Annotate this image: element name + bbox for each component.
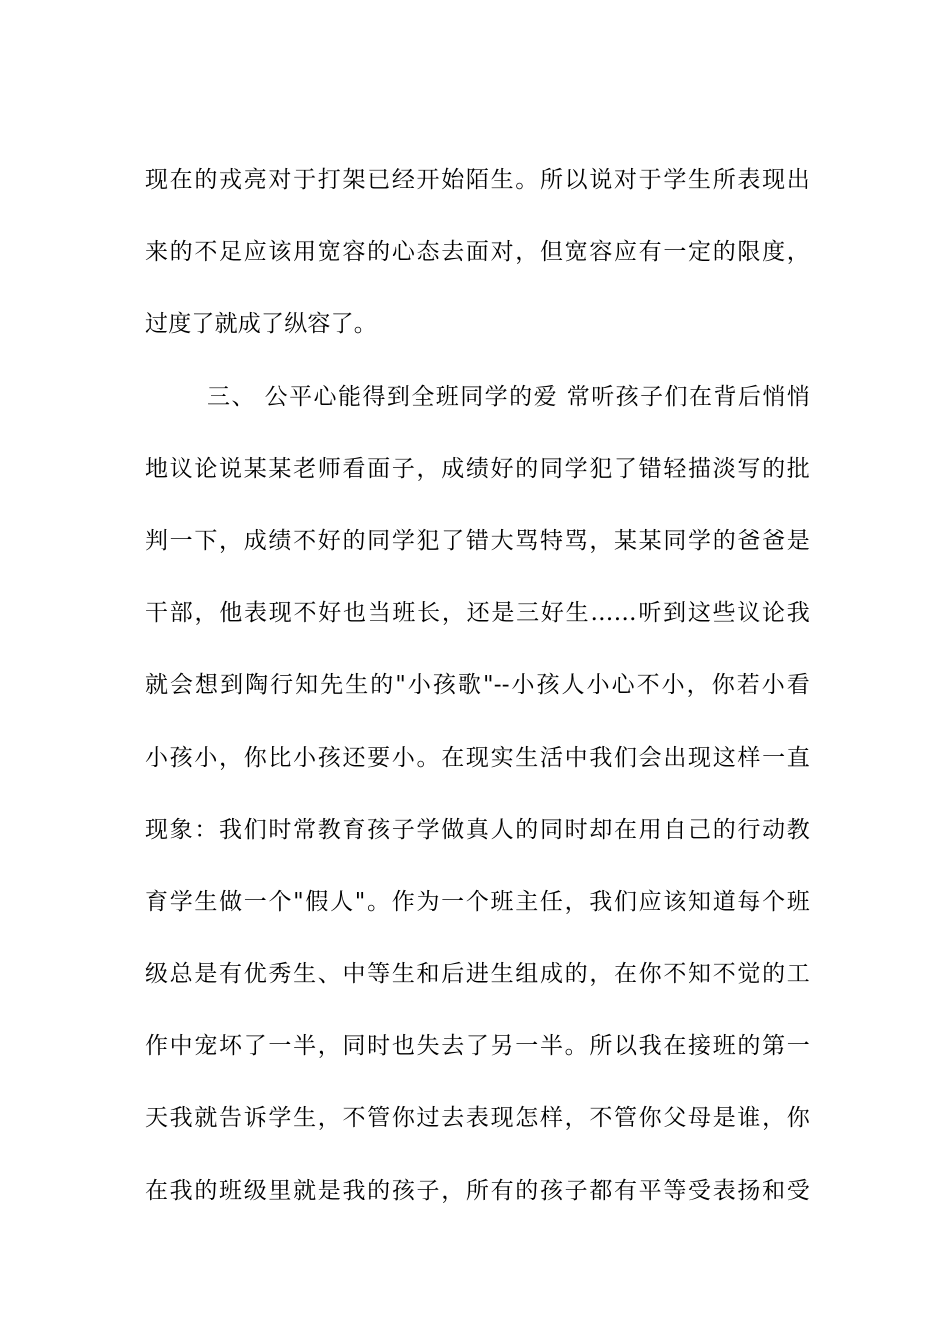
text-line: 育学生做一个"假人"。作为一个班主任，我们应该知道每个班 xyxy=(145,888,810,915)
text-line: 级总是有优秀生、中等生和后进生组成的，在你不知不觉的工 xyxy=(145,961,810,988)
text-line: 小孩小，你比小孩还要小。在现实生活中我们会出现这样一直 xyxy=(145,744,810,771)
text-line: 过度了就成了纵容了。 xyxy=(145,311,377,338)
section-heading-line: 三、 公平心能得到全班同学的爱 常听孩子们在背后悄悄 xyxy=(207,383,810,410)
text-line: 就会想到陶行知先生的"小孩歌"--小孩人小心不小，你若小看 xyxy=(145,672,810,699)
text-line: 判一下，成绩不好的同学犯了错大骂特骂，某某同学的爸爸是 xyxy=(145,527,810,554)
text-line: 现象：我们时常教育孩子学做真人的同时却在用自己的行动教 xyxy=(145,816,810,843)
text-line: 干部，他表现不好也当班长，还是三好生……听到这些议论我 xyxy=(145,600,810,627)
text-line: 地议论说某某老师看面子，成绩好的同学犯了错轻描淡写的批 xyxy=(145,455,810,482)
text-line: 现在的戎亮对于打架已经开始陌生。所以说对于学生所表现出 xyxy=(145,167,810,193)
text-line: 来的不足应该用宽容的心态去面对，但宽容应有一定的限度， xyxy=(145,239,810,266)
body-text xyxy=(145,152,810,1235)
text-line: 天我就告诉学生，不管你过去表现怎样，不管你父母是谁，你 xyxy=(145,1105,810,1132)
text-line: 在我的班级里就是我的孩子，所有的孩子都有平等受表扬和受 xyxy=(145,1177,810,1204)
text-line: 作中宠坏了一半，同时也失去了另一半。所以我在接班的第一 xyxy=(145,1033,810,1060)
